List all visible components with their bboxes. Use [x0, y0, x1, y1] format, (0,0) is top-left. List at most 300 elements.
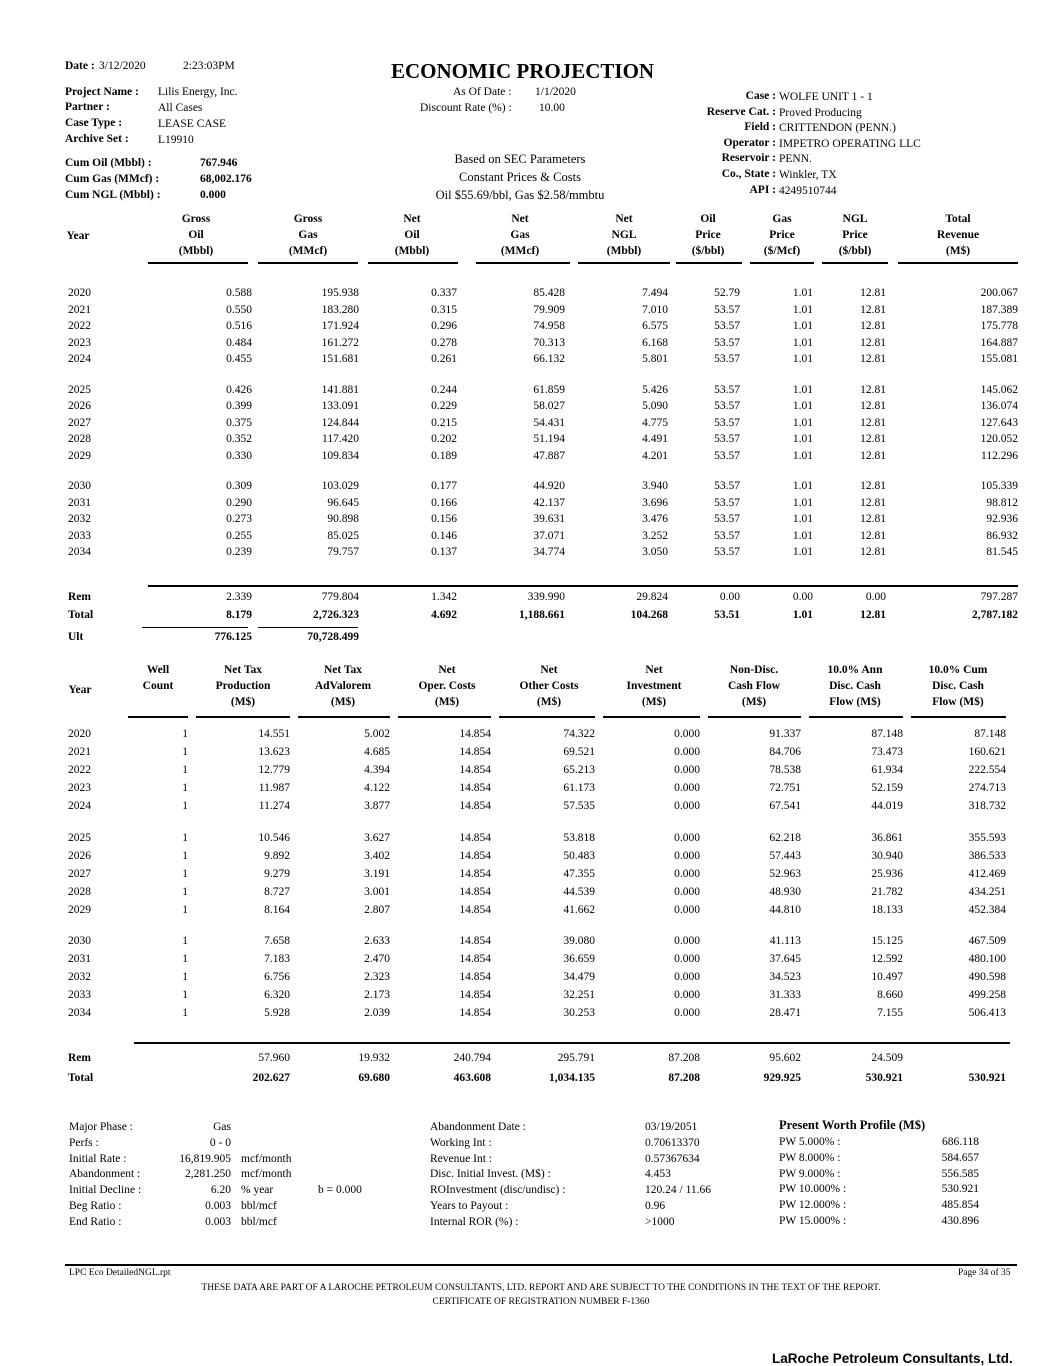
case-info-values	[779, 90, 921, 199]
rem-value: 240.794	[453, 1052, 491, 1064]
value-cell: 136.074	[980, 400, 1018, 413]
col-header-line: Net Tax	[323, 664, 363, 676]
value-cell: 9.892	[264, 849, 290, 862]
value-cell: 0.229	[431, 400, 457, 413]
rem-value: 0.00	[792, 591, 813, 603]
value-cell: 490.598	[968, 971, 1006, 983]
rem-rule	[148, 585, 1018, 587]
value-cell: 0.156	[431, 513, 457, 526]
econ-label: ROInvestment (disc/undisc) :	[430, 1184, 566, 1197]
year-cell: 2026	[68, 400, 91, 413]
table-row	[0, 746, 1055, 763]
value-cell: 120.052	[980, 433, 1018, 446]
reservoir-label: Reservoir :	[721, 152, 776, 165]
value-cell: 4.775	[642, 416, 668, 429]
value-cell: 0.352	[226, 433, 252, 446]
value-cell: 3.940	[642, 480, 668, 492]
col-header-line: (MMcf)	[288, 245, 328, 257]
value-cell: 57.443	[769, 849, 801, 862]
basis-line-1: Based on SEC Parameters	[454, 152, 586, 166]
value-cell: 175.778	[980, 320, 1018, 333]
econ-value: 0.57367634	[645, 1152, 700, 1165]
value-cell: 12.81	[860, 496, 886, 509]
pw-profile-title: Present Worth Profile (M$)	[779, 1118, 926, 1132]
value-cell: 3.001	[364, 885, 390, 898]
table-row	[0, 971, 1055, 988]
total-value: 1,034.135	[549, 1072, 595, 1084]
pw-value: 485.854	[941, 1199, 979, 1212]
value-cell: 12.779	[258, 764, 290, 776]
value-cell: 0.000	[674, 953, 700, 965]
value-cell: 0.202	[431, 433, 457, 446]
col-header-line: ($/Mcf)	[763, 245, 801, 257]
value-cell: 53.57	[714, 480, 740, 492]
year-cell: 2027	[68, 416, 91, 429]
summary-value: 6.20	[210, 1184, 231, 1197]
value-cell: 14.854	[459, 935, 491, 947]
value-cell: 14.854	[459, 764, 491, 776]
col-header-line: Oil	[700, 213, 716, 225]
econ-label: Years to Payout :	[430, 1200, 509, 1212]
table-row	[0, 546, 1055, 563]
total-value: 530.921	[968, 1072, 1006, 1084]
value-cell: 133.091	[321, 400, 359, 413]
value-cell: 37.645	[769, 953, 801, 965]
col-header-line: 10.0% Cum	[928, 664, 988, 676]
reserve-label: Reserve Cat. :	[706, 105, 776, 118]
table-row	[0, 868, 1055, 885]
col-header-line: Net	[615, 213, 633, 225]
value-cell: 11.274	[258, 800, 290, 812]
value-cell: 412.469	[968, 867, 1006, 880]
year-cell: 2025	[68, 383, 91, 396]
value-cell: 0.309	[226, 480, 252, 492]
summary-label: Initial Decline :	[69, 1184, 142, 1197]
total-value: 87.208	[668, 1072, 700, 1084]
table-row	[0, 400, 1055, 417]
value-cell: 187.389	[980, 303, 1018, 316]
header-underline	[298, 716, 390, 718]
col-header-line: Total	[945, 213, 971, 225]
col-header-line: Price	[842, 229, 868, 241]
total-value: 12.81	[860, 609, 886, 621]
field-value: CRITTENDON (PENN.)	[779, 122, 896, 135]
table-row	[0, 953, 1055, 970]
value-cell: 222.554	[968, 764, 1006, 776]
econ-value: 0.96	[645, 1200, 666, 1212]
value-cell: 66.132	[533, 353, 565, 366]
summary-unit: % year	[241, 1184, 274, 1197]
value-cell: 14.854	[459, 849, 491, 862]
pricing-basis	[400, 150, 640, 204]
value-cell: 7.155	[877, 1007, 903, 1019]
value-cell: 81.545	[986, 546, 1018, 559]
table-row	[0, 800, 1055, 817]
archive-set: L19910	[158, 134, 194, 146]
value-cell: 79.909	[533, 303, 565, 316]
table-row	[0, 935, 1055, 952]
col-header-line: NGL	[842, 213, 868, 225]
value-cell: 1	[182, 867, 188, 880]
col-header-line: Price	[769, 229, 795, 241]
value-cell: 42.137	[533, 496, 565, 509]
value-cell: 34.479	[563, 971, 595, 983]
econ-value: 0.70613370	[645, 1136, 700, 1149]
econ-label: Abandonment Date :	[430, 1121, 526, 1133]
value-cell: 74.322	[563, 728, 595, 740]
value-cell: 12.81	[860, 303, 886, 316]
value-cell: 4.491	[642, 433, 668, 446]
value-cell: 151.681	[321, 353, 359, 366]
value-cell: 12.81	[860, 480, 886, 492]
value-cell: 8.660	[877, 989, 903, 1001]
rem-value: 779.804	[321, 591, 359, 603]
value-cell: 103.029	[321, 480, 359, 492]
value-cell: 1	[182, 782, 188, 794]
header-underline	[898, 262, 1018, 264]
col-header-8	[795, 662, 915, 710]
col-header-5	[489, 662, 609, 710]
table-row	[0, 497, 1055, 514]
value-cell: 0.215	[431, 416, 457, 429]
total-value: 463.608	[453, 1072, 491, 1084]
col-header-line: (M$)	[536, 696, 562, 708]
cum-gas-label: Cum Gas (MMcf) :	[65, 173, 160, 185]
value-cell: 12.81	[860, 400, 886, 413]
value-cell: 3.050	[642, 546, 668, 559]
value-cell: 171.924	[321, 320, 359, 333]
value-cell: 0.484	[226, 336, 252, 349]
value-cell: 0.516	[226, 320, 252, 333]
as-of-label: As Of Date :	[453, 86, 512, 98]
value-cell: 0.177	[431, 480, 457, 492]
pw-label: PW 15.000% :	[779, 1215, 847, 1227]
value-cell: 14.551	[258, 728, 290, 740]
summary-unit: bbl/mcf	[241, 1200, 277, 1212]
summary-label: Abandonment :	[69, 1168, 141, 1181]
table-row	[0, 886, 1055, 903]
value-cell: 12.81	[860, 449, 886, 462]
value-cell: 0.189	[431, 449, 457, 462]
col-header-1	[136, 211, 256, 259]
value-cell: 12.81	[860, 513, 886, 526]
col-header-line: Net	[540, 664, 558, 676]
col-header-line: (Mbbl)	[178, 245, 214, 257]
value-cell: 0.000	[674, 800, 700, 812]
value-cell: 0.399	[226, 400, 252, 413]
total-value: 530.921	[865, 1072, 903, 1084]
value-cell: 53.57	[714, 320, 740, 333]
rem-value: 0.00	[719, 591, 740, 603]
value-cell: 0.255	[226, 529, 252, 542]
report-time: 2:23:03PM	[183, 60, 235, 72]
col-header-line: ($/bbl)	[838, 245, 872, 257]
econ-label: Internal ROR (%) :	[430, 1215, 519, 1228]
value-cell: 4.201	[642, 449, 668, 462]
col-header-line: Net Tax	[223, 664, 263, 676]
value-cell: 112.296	[981, 449, 1018, 462]
value-cell: 47.355	[563, 867, 595, 880]
table-row	[0, 728, 1055, 745]
col-header-line: NGL	[611, 229, 637, 241]
value-cell: 32.251	[563, 989, 595, 1001]
value-cell: 36.659	[563, 953, 595, 965]
table-row	[0, 353, 1055, 370]
value-cell: 90.898	[327, 513, 359, 526]
year-cell: 2021	[68, 746, 91, 758]
col-header-line: Oil	[404, 229, 420, 241]
value-cell: 5.928	[264, 1007, 290, 1019]
value-cell: 105.339	[980, 480, 1018, 492]
value-cell: 39.080	[563, 935, 595, 947]
col-header-line: Non-Disc.	[729, 664, 779, 676]
value-cell: 41.662	[563, 903, 595, 916]
value-cell: 87.148	[974, 728, 1006, 740]
year-cell: 2023	[68, 336, 91, 349]
value-cell: 5.090	[642, 400, 668, 413]
value-cell: 69.521	[563, 746, 595, 758]
value-cell: 2.633	[364, 935, 390, 947]
total-value: 53.51	[714, 609, 740, 621]
case-value: WOLFE UNIT 1 - 1	[779, 91, 873, 103]
value-cell: 72.751	[769, 782, 801, 794]
table-row	[0, 530, 1055, 547]
value-cell: 52.159	[871, 782, 903, 794]
value-cell: 12.81	[860, 529, 886, 542]
year-cell: 2031	[68, 953, 91, 965]
table-row	[0, 337, 1055, 354]
pw-value: 584.657	[941, 1151, 979, 1164]
value-cell: 0.000	[674, 831, 700, 844]
rem-value: 1.342	[431, 591, 457, 603]
value-cell: 12.81	[860, 353, 886, 366]
year-cell: 2022	[68, 320, 91, 333]
value-cell: 1.01	[792, 303, 813, 316]
year-cell: 2032	[68, 513, 91, 526]
table-row	[0, 1007, 1055, 1024]
value-cell: 0.000	[674, 971, 700, 983]
rem-value: 0.00	[865, 591, 886, 603]
value-cell: 85.025	[327, 529, 359, 542]
year-cell: 2032	[68, 971, 91, 983]
total-value: 929.925	[763, 1072, 801, 1084]
value-cell: 12.81	[860, 320, 886, 333]
value-cell: 70.313	[533, 336, 565, 349]
econ-label: Working Int :	[430, 1136, 492, 1149]
value-cell: 53.57	[714, 416, 740, 429]
value-cell: 0.000	[674, 989, 700, 1001]
as-of-date: 1/1/2020	[535, 86, 576, 98]
value-cell: 0.290	[226, 496, 252, 509]
value-cell: 52.963	[769, 867, 801, 880]
value-cell: 15.125	[871, 935, 903, 947]
col-header-line: ($/bbl)	[691, 245, 725, 257]
value-cell: 14.854	[459, 903, 491, 916]
table-row	[0, 832, 1055, 849]
econ-label: Disc. Initial Invest. (M$) :	[430, 1168, 551, 1181]
value-cell: 53.57	[714, 353, 740, 366]
value-cell: 183.280	[321, 303, 359, 316]
value-cell: 61.173	[563, 782, 595, 794]
total-value: 2,787.182	[972, 609, 1018, 621]
value-cell: 0.330	[226, 449, 252, 462]
col-header-2	[248, 211, 368, 259]
value-cell: 53.57	[714, 336, 740, 349]
pw-value: 686.118	[942, 1136, 979, 1148]
year-cell: 2029	[68, 903, 91, 916]
value-cell: 1.01	[792, 400, 813, 413]
value-cell: 1	[182, 849, 188, 862]
value-cell: 14.854	[459, 989, 491, 1001]
value-cell: 0.550	[226, 303, 252, 316]
value-cell: 1.01	[792, 449, 813, 462]
summary-value: 0.003	[205, 1215, 231, 1228]
col-header-year: Year	[68, 684, 92, 696]
value-cell: 109.834	[321, 449, 359, 462]
value-cell: 14.854	[459, 831, 491, 844]
year-cell: 2027	[68, 867, 91, 880]
value-cell: 1	[182, 971, 188, 983]
col-header-8	[795, 211, 915, 259]
value-cell: 155.081	[980, 353, 1018, 366]
summary-unit: mcf/month	[241, 1168, 292, 1181]
rem-value: 87.208	[668, 1052, 700, 1064]
value-cell: 61.934	[871, 764, 903, 776]
value-cell: 53.818	[563, 831, 595, 844]
col-header-line: Gross	[293, 213, 323, 225]
value-cell: 0.426	[226, 383, 252, 396]
ult-rule-gas	[258, 627, 358, 628]
year-cell: 2033	[68, 989, 91, 1001]
total-label: Total	[68, 1072, 94, 1084]
total-value: 8.179	[226, 609, 252, 621]
value-cell: 7.494	[642, 287, 668, 299]
table-row	[0, 384, 1055, 401]
value-cell: 37.071	[533, 529, 565, 542]
rem-value: 95.602	[769, 1052, 801, 1064]
ult-rule-oil	[142, 627, 248, 628]
col-header-line: Well	[146, 664, 170, 676]
value-cell: 2.323	[364, 971, 390, 983]
value-cell: 1.01	[792, 336, 813, 349]
year-cell: 2034	[68, 546, 91, 559]
econ-value: 120.24 / 11.66	[645, 1184, 712, 1197]
value-cell: 1.01	[792, 433, 813, 446]
summary-label: Initial Rate :	[69, 1152, 127, 1165]
col-header-3	[283, 662, 403, 710]
pw-value: 556.585	[941, 1167, 979, 1180]
table-row	[0, 450, 1055, 467]
col-header-line: (M$)	[230, 696, 256, 708]
value-cell: 10.497	[871, 971, 903, 983]
year-cell: 2028	[68, 885, 91, 898]
value-cell: 318.732	[968, 800, 1006, 812]
value-cell: 452.384	[968, 903, 1006, 916]
total-value: 1.01	[792, 609, 813, 621]
value-cell: 141.881	[321, 383, 359, 396]
discount-rate-label: Discount Rate (%) :	[420, 102, 512, 114]
value-cell: 2.173	[364, 989, 390, 1001]
year-cell: 2031	[68, 496, 91, 509]
pw-label: PW 10.000% :	[779, 1183, 847, 1196]
value-cell: 355.593	[968, 831, 1006, 844]
value-cell: 0.239	[226, 546, 252, 559]
value-cell: 1	[182, 935, 188, 947]
value-cell: 1.01	[792, 546, 813, 559]
value-cell: 12.81	[860, 433, 886, 446]
rem-rule	[134, 1042, 1010, 1044]
reservoir-value: PENN.	[779, 153, 812, 166]
header-underline	[499, 716, 595, 718]
value-cell: 18.133	[871, 903, 903, 916]
value-cell: 21.782	[871, 885, 903, 898]
operator-label: Operator :	[723, 136, 776, 149]
pw-label: PW 8.000% :	[779, 1151, 841, 1164]
total-row	[0, 609, 1055, 626]
basis-line-2: Constant Prices & Costs	[459, 170, 581, 184]
total-label: Total	[68, 609, 94, 621]
cum-oil: 767.946	[200, 157, 238, 169]
col-header-line: Disc. Cash	[829, 680, 881, 692]
value-cell: 51.194	[533, 433, 565, 446]
value-cell: 5.801	[642, 353, 668, 366]
operator-value: IMPETRO OPERATING LLC	[779, 137, 921, 150]
header-underline	[708, 716, 801, 718]
col-header-line: Net	[403, 213, 421, 225]
value-cell: 12.592	[871, 953, 903, 965]
year-cell: 2025	[68, 831, 91, 844]
case-type-label: Case Type :	[65, 117, 123, 129]
rem-label: Rem	[68, 1052, 91, 1064]
value-cell: 14.854	[459, 728, 491, 740]
field-label: Field :	[744, 121, 776, 134]
value-cell: 1.01	[792, 416, 813, 429]
value-cell: 1	[182, 1007, 188, 1019]
api-label: API :	[749, 183, 776, 196]
cum-gas: 68,002.176	[200, 173, 252, 185]
table-row	[0, 320, 1055, 337]
value-cell: 52.79	[714, 287, 740, 299]
col-header-line: 10.0% Ann	[827, 664, 883, 676]
value-cell: 41.113	[769, 935, 801, 947]
ult-row	[0, 631, 1055, 648]
value-cell: 0.000	[674, 849, 700, 862]
value-cell: 14.854	[459, 971, 491, 983]
value-cell: 2.470	[364, 953, 390, 965]
value-cell: 7.658	[264, 935, 290, 947]
value-cell: 0.337	[431, 287, 457, 299]
footer-rule	[65, 1264, 1017, 1266]
value-cell: 3.877	[364, 800, 390, 812]
ult-label: Ult	[68, 631, 84, 643]
col-header-line: (M$)	[641, 696, 667, 708]
header-underline	[148, 262, 248, 264]
col-header-line: (M$)	[330, 696, 356, 708]
case-label: Case :	[745, 90, 776, 102]
rem-row	[0, 1052, 1055, 1069]
header-underline	[258, 262, 358, 264]
value-cell: 31.333	[769, 989, 801, 1001]
value-cell: 36.861	[871, 831, 903, 844]
value-cell: 10.546	[258, 831, 290, 844]
ult-value: 776.125	[214, 631, 252, 643]
value-cell: 74.958	[533, 320, 565, 333]
pw-label: PW 5.000% :	[779, 1136, 841, 1148]
value-cell: 3.191	[364, 867, 390, 880]
col-header-line: Flow (M$)	[829, 696, 881, 708]
value-cell: 195.938	[321, 287, 359, 299]
value-cell: 0.000	[674, 746, 700, 758]
